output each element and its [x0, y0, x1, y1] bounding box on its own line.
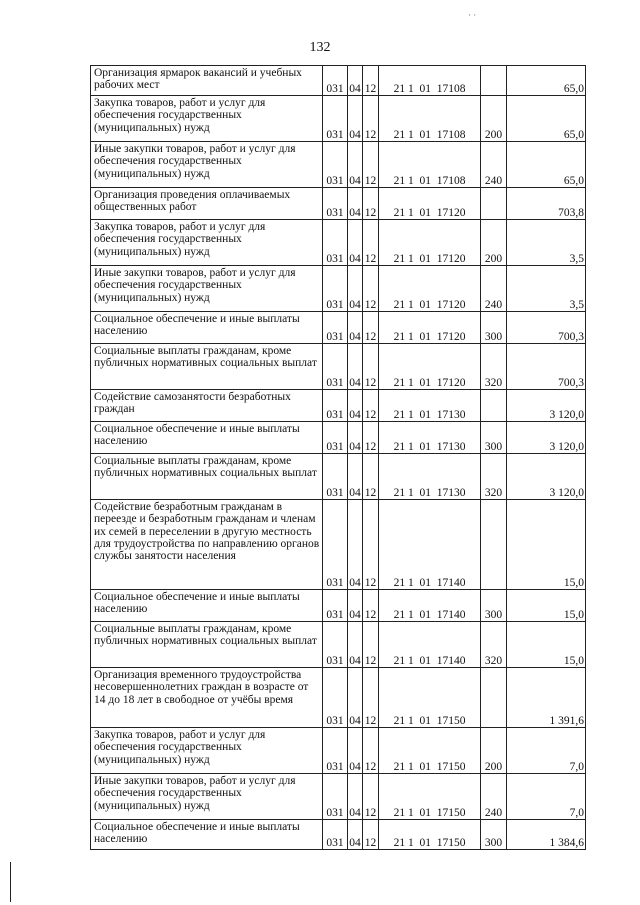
row-razdel: 04 — [348, 590, 363, 622]
row-razdel: 04 — [348, 266, 363, 312]
row-amount: 65,0 — [507, 96, 586, 142]
row-amount: 700,3 — [507, 312, 586, 344]
row-grbs: 031 — [323, 820, 348, 850]
row-name: Содействие безработным гражданам в переезде и безработным гражданам и членам их семей в переселении в другую местность для трудоустройства по направлению органов службы занятости населения — [91, 500, 323, 590]
row-podrazdel: 12 — [363, 454, 379, 500]
row-name: Социальное обеспечение и иные выплаты населению — [91, 422, 323, 454]
row-name: Социальное обеспечение и иные выплаты населению — [91, 820, 323, 850]
row-expense-type — [481, 668, 507, 728]
row-name: Организация ярмарок вакансий и учебных рабочих мест — [91, 66, 323, 96]
table-row — [91, 344, 586, 390]
row-name: Социальные выплаты гражданам, кроме публичных нормативных социальных выплат — [91, 454, 323, 500]
row-podrazdel: 12 — [363, 728, 379, 774]
row-podrazdel: 12 — [363, 590, 379, 622]
row-grbs: 031 — [323, 622, 348, 668]
row-amount: 1 384,6 — [507, 820, 586, 850]
row-grbs: 031 — [323, 96, 348, 142]
row-razdel: 04 — [348, 344, 363, 390]
row-name: Закупка товаров, работ и услуг для обеспечения государственных (муниципальных) нужд — [91, 728, 323, 774]
row-target-article: 21 1 01 17130 — [379, 390, 481, 422]
table-row — [91, 66, 586, 96]
row-name: Закупка товаров, работ и услуг для обеспечения государственных (муниципальных) нужд — [91, 96, 323, 142]
row-target-article: 21 1 01 17150 — [379, 668, 481, 728]
row-target-article: 21 1 01 17120 — [379, 188, 481, 220]
row-podrazdel: 12 — [363, 390, 379, 422]
row-razdel: 04 — [348, 142, 363, 188]
row-podrazdel: 12 — [363, 500, 379, 590]
row-razdel: 04 — [348, 220, 363, 266]
margin-line — [10, 862, 11, 902]
row-razdel: 04 — [348, 454, 363, 500]
row-expense-type: 200 — [481, 220, 507, 266]
table-row — [91, 728, 586, 774]
row-name: Организация проведения оплачиваемых общественных работ — [91, 188, 323, 220]
row-amount: 3,5 — [507, 220, 586, 266]
row-target-article: 21 1 01 17120 — [379, 312, 481, 344]
row-expense-type: 240 — [481, 266, 507, 312]
row-podrazdel: 12 — [363, 142, 379, 188]
row-podrazdel: 12 — [363, 422, 379, 454]
row-podrazdel: 12 — [363, 774, 379, 820]
row-grbs: 031 — [323, 66, 348, 96]
row-grbs: 031 — [323, 220, 348, 266]
table-row — [91, 590, 586, 622]
table-row — [91, 312, 586, 344]
row-grbs: 031 — [323, 668, 348, 728]
row-amount: 1 391,6 — [507, 668, 586, 728]
row-target-article: 21 1 01 17150 — [379, 774, 481, 820]
row-grbs: 031 — [323, 454, 348, 500]
row-podrazdel: 12 — [363, 220, 379, 266]
table-row — [91, 500, 586, 590]
row-expense-type — [481, 390, 507, 422]
row-razdel: 04 — [348, 390, 363, 422]
row-target-article: 21 1 01 17108 — [379, 66, 481, 96]
row-target-article: 21 1 01 17120 — [379, 220, 481, 266]
table-row — [91, 220, 586, 266]
row-name: Иные закупки товаров, работ и услуг для обеспечения государственных (муниципальных) нужд — [91, 774, 323, 820]
page-number: 132 — [309, 40, 331, 55]
row-podrazdel: 12 — [363, 668, 379, 728]
table-row — [91, 454, 586, 500]
row-target-article: 21 1 01 17108 — [379, 142, 481, 188]
row-target-article: 21 1 01 17130 — [379, 454, 481, 500]
table-row — [91, 774, 586, 820]
row-grbs: 031 — [323, 312, 348, 344]
table-row — [91, 390, 586, 422]
row-podrazdel: 12 — [363, 266, 379, 312]
row-amount: 703,8 — [507, 188, 586, 220]
row-expense-type: 200 — [481, 96, 507, 142]
row-amount: 3 120,0 — [507, 390, 586, 422]
row-target-article: 21 1 01 17130 — [379, 422, 481, 454]
row-amount: 3 120,0 — [507, 422, 586, 454]
row-target-article: 21 1 01 17120 — [379, 266, 481, 312]
row-expense-type — [481, 500, 507, 590]
row-expense-type: 320 — [481, 344, 507, 390]
row-podrazdel: 12 — [363, 820, 379, 850]
row-amount: 3 120,0 — [507, 454, 586, 500]
row-razdel: 04 — [348, 422, 363, 454]
table-row — [91, 820, 586, 850]
row-razdel: 04 — [348, 188, 363, 220]
row-podrazdel: 12 — [363, 66, 379, 96]
row-grbs: 031 — [323, 422, 348, 454]
row-target-article: 21 1 01 17150 — [379, 728, 481, 774]
row-razdel: 04 — [348, 500, 363, 590]
table-row — [91, 96, 586, 142]
row-name: Иные закупки товаров, работ и услуг для обеспечения государственных (муниципальных) нужд — [91, 266, 323, 312]
row-razdel: 04 — [348, 96, 363, 142]
table-row — [91, 668, 586, 728]
budget-table — [90, 65, 586, 850]
row-amount: 3,5 — [507, 266, 586, 312]
row-expense-type: 320 — [481, 454, 507, 500]
row-grbs: 031 — [323, 142, 348, 188]
row-expense-type: 300 — [481, 312, 507, 344]
row-target-article: 21 1 01 17140 — [379, 590, 481, 622]
row-grbs: 031 — [323, 590, 348, 622]
row-name: Закупка товаров, работ и услуг для обеспечения государственных (муниципальных) нужд — [91, 220, 323, 266]
row-amount: 15,0 — [507, 500, 586, 590]
row-amount: 700,3 — [507, 344, 586, 390]
row-amount: 15,0 — [507, 590, 586, 622]
row-expense-type: 240 — [481, 142, 507, 188]
row-amount: 15,0 — [507, 622, 586, 668]
row-grbs: 031 — [323, 728, 348, 774]
row-name: Социальные выплаты гражданам, кроме публичных нормативных социальных выплат — [91, 344, 323, 390]
row-expense-type: 320 — [481, 622, 507, 668]
row-name: Организация временного трудоустройства несовершеннолетних граждан в возрасте от 14 до 18 лет в свободное от учёбы время — [91, 668, 323, 728]
row-grbs: 031 — [323, 266, 348, 312]
table-row — [91, 422, 586, 454]
row-podrazdel: 12 — [363, 96, 379, 142]
row-podrazdel: 12 — [363, 344, 379, 390]
row-target-article: 21 1 01 17150 — [379, 820, 481, 850]
row-expense-type: 240 — [481, 774, 507, 820]
row-amount: 7,0 — [507, 728, 586, 774]
row-grbs: 031 — [323, 188, 348, 220]
row-name: Социальное обеспечение и иные выплаты населению — [91, 590, 323, 622]
row-razdel: 04 — [348, 312, 363, 344]
row-grbs: 031 — [323, 344, 348, 390]
row-grbs: 031 — [323, 390, 348, 422]
table-row — [91, 142, 586, 188]
row-razdel: 04 — [348, 820, 363, 850]
table-row — [91, 266, 586, 312]
row-name: Содействие самозанятости безработных граждан — [91, 390, 323, 422]
row-podrazdel: 12 — [363, 188, 379, 220]
row-razdel: 04 — [348, 668, 363, 728]
row-name: Иные закупки товаров, работ и услуг для обеспечения государственных (муниципальных) нужд — [91, 142, 323, 188]
row-name: Социальное обеспечение и иные выплаты населению — [91, 312, 323, 344]
row-razdel: 04 — [348, 66, 363, 96]
row-amount: 65,0 — [507, 66, 586, 96]
row-expense-type: 200 — [481, 728, 507, 774]
row-name: Социальные выплаты гражданам, кроме публичных нормативных социальных выплат — [91, 622, 323, 668]
row-target-article: 21 1 01 17140 — [379, 622, 481, 668]
row-podrazdel: 12 — [363, 622, 379, 668]
table-row — [91, 188, 586, 220]
row-target-article: 21 1 01 17140 — [379, 500, 481, 590]
row-target-article: 21 1 01 17108 — [379, 96, 481, 142]
row-expense-type: 300 — [481, 820, 507, 850]
row-expense-type — [481, 188, 507, 220]
row-podrazdel: 12 — [363, 312, 379, 344]
scan-marks: · · — [468, 10, 477, 20]
row-grbs: 031 — [323, 500, 348, 590]
row-expense-type — [481, 66, 507, 96]
row-razdel: 04 — [348, 622, 363, 668]
row-grbs: 031 — [323, 774, 348, 820]
row-target-article: 21 1 01 17120 — [379, 344, 481, 390]
row-expense-type: 300 — [481, 590, 507, 622]
row-razdel: 04 — [348, 728, 363, 774]
row-amount: 7,0 — [507, 774, 586, 820]
table-row — [91, 622, 586, 668]
row-expense-type: 300 — [481, 422, 507, 454]
row-amount: 65,0 — [507, 142, 586, 188]
row-razdel: 04 — [348, 774, 363, 820]
